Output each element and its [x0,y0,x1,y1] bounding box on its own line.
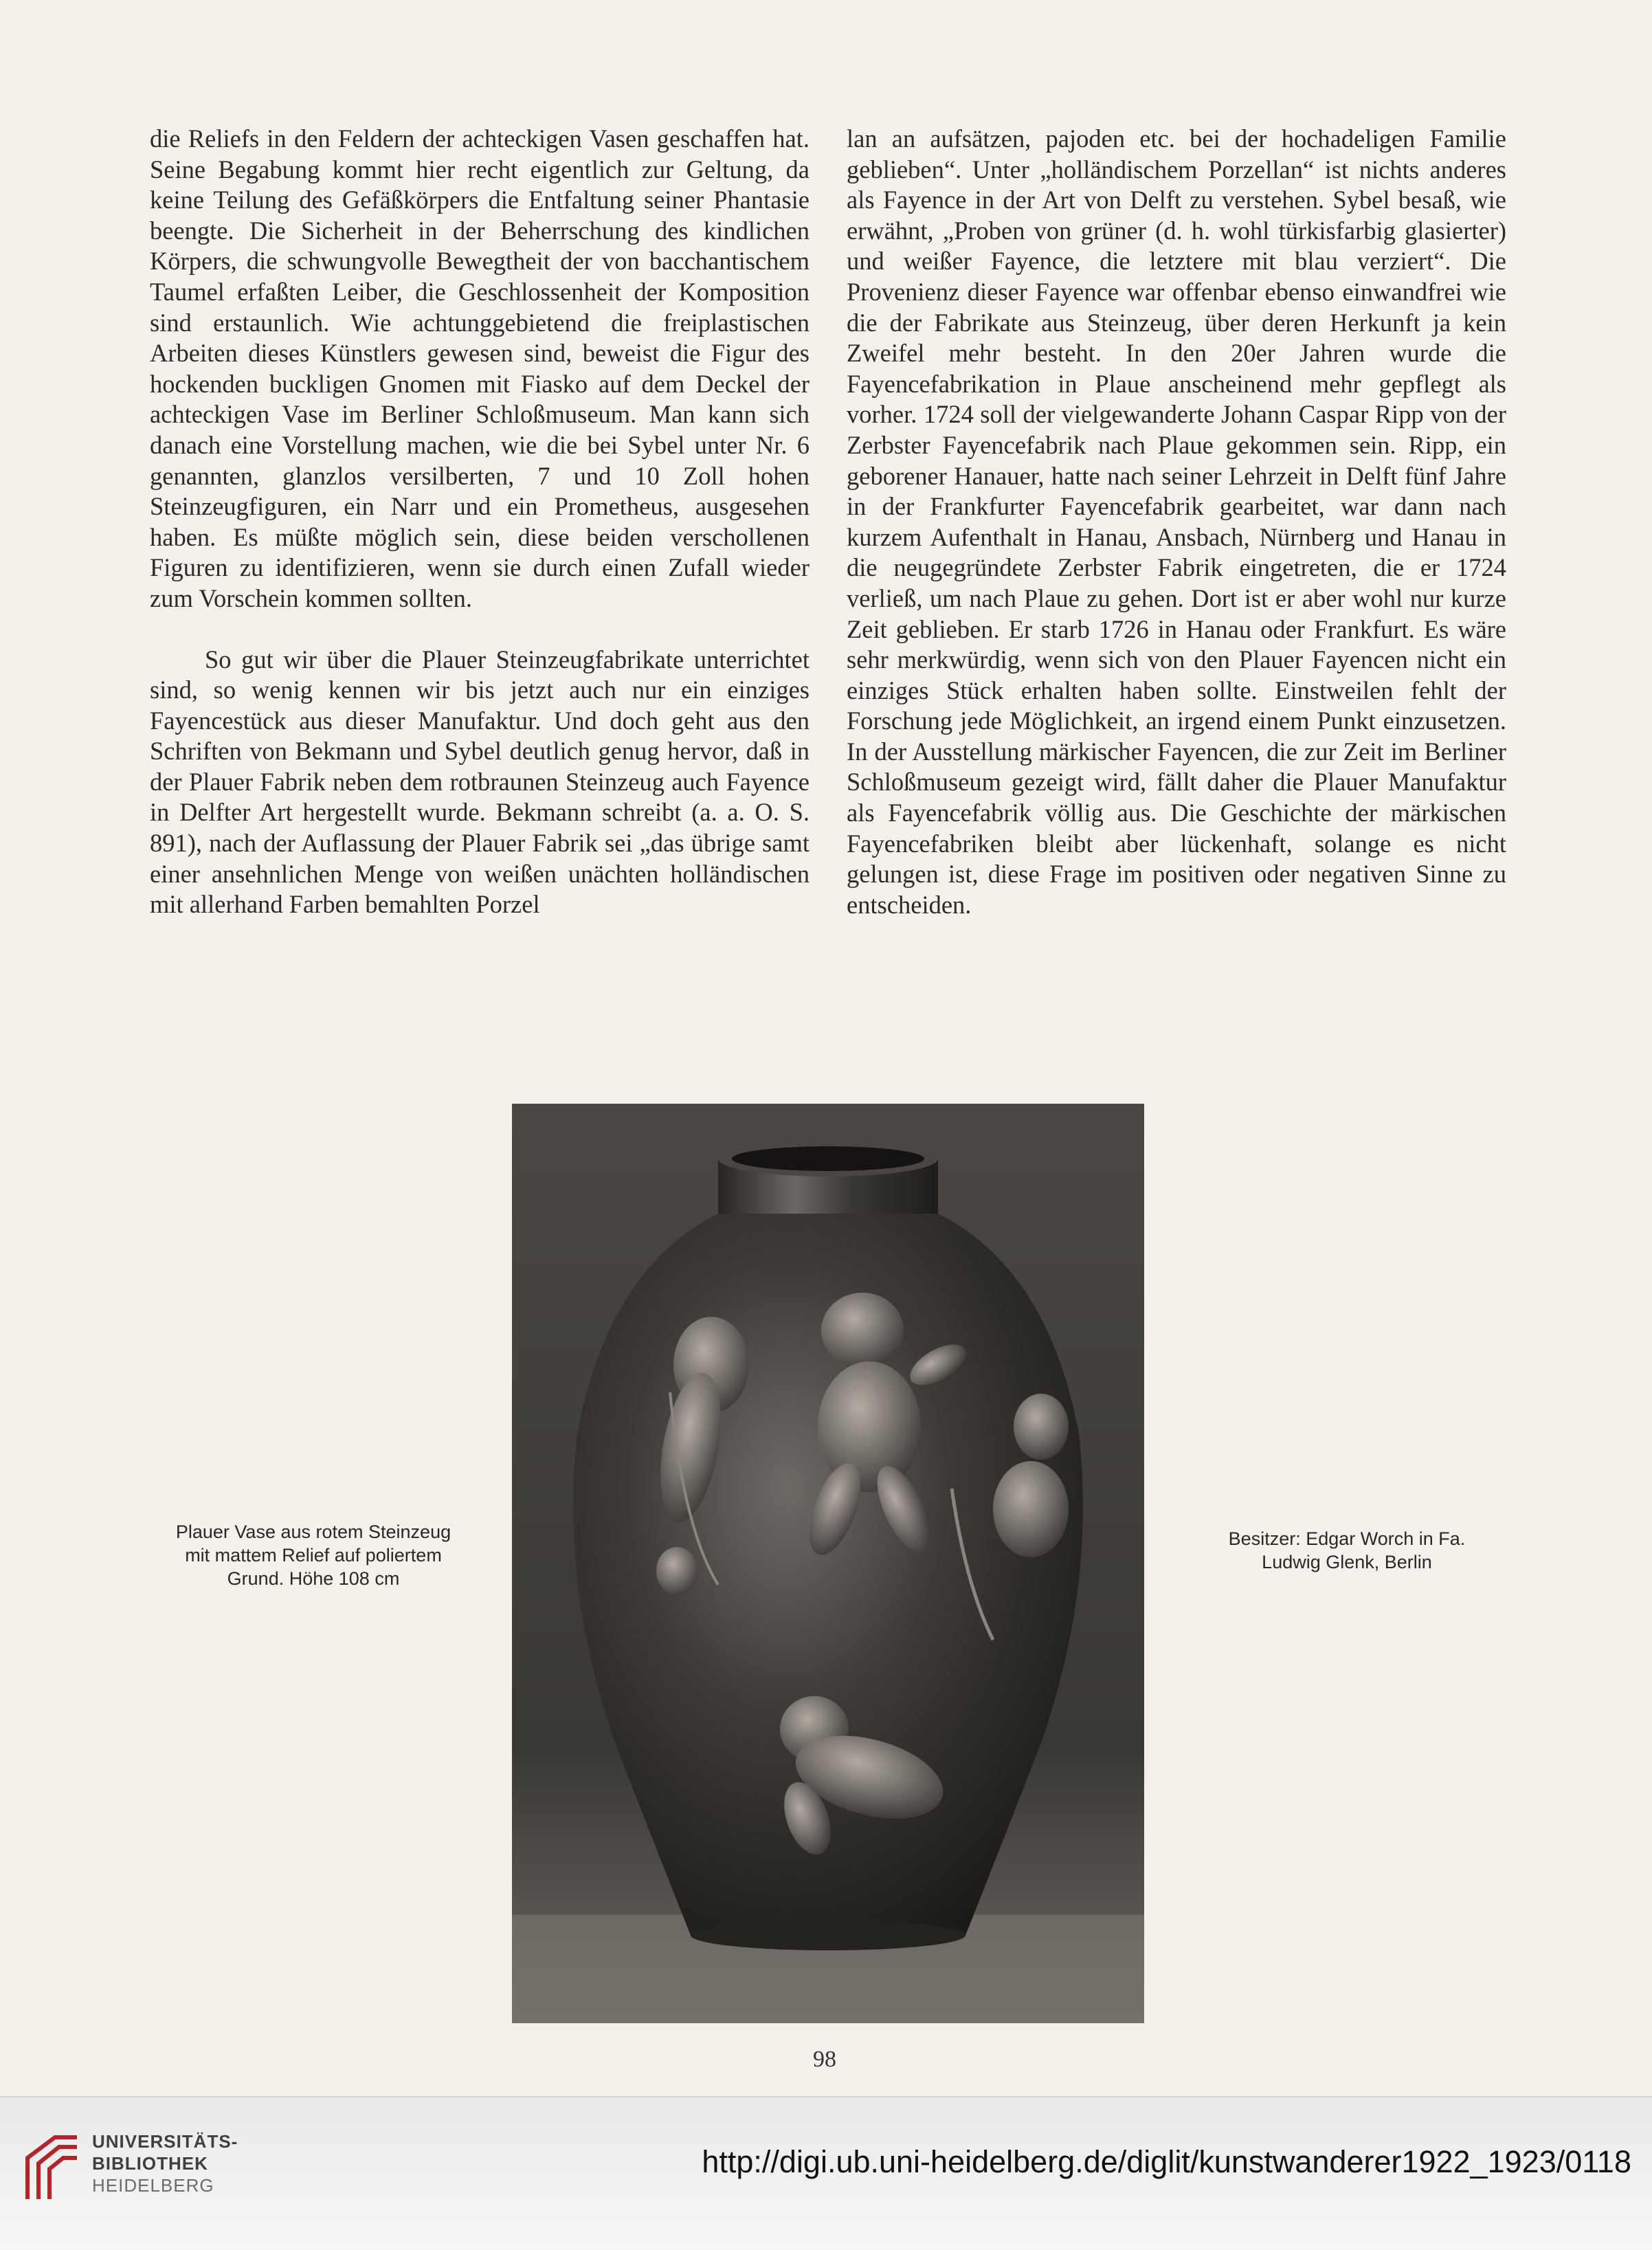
vase-illustration [512,1104,1144,2023]
logo-line: HEIDELBERG [92,2175,214,2196]
figure-caption-right [1168,1527,1526,1574]
footer-divider [0,2096,1652,2097]
figure-caption-left [142,1520,485,1590]
logo-line: BIBLIOTHEK [92,2153,208,2174]
vase-photograph [512,1104,1144,2023]
caption-line: mit mattem Relief auf poliertem [185,1545,442,1566]
source-url-link[interactable]: http://digi.ub.uni-heidelberg.de/diglit/kunstwanderer1922_1923/0118 [702,2144,1631,2179]
left-text-column [150,124,810,920]
paragraph: So gut wir über die Plauer Steinzeugfabrikate unterrichtet sind, so wenig kennen wir bis jetzt auch nur ein einziges Fayencestück aus dieser Manufaktur. Und doch geht aus den Schriften von Bekmann und Sybel deutlich genug hervor, daß in der Plauer Fabrik neben dem rotbraunen Steinzeug auch Fayence in Delfter Art hergestellt wurde. Bekmann schreibt (a. a. O. S. 891), nach der Auflassung der Plauer Fabrik sei „das übrige samt einer ansehnlichen Menge von weißen unächten holländischen mit allerhand Farben bemahlten Porzel [150,645,810,919]
library-logo-icon[interactable] [21,2130,84,2206]
paragraph: die Reliefs in den Feldern der achteckigen Vasen geschaffen hat. Seine Begabung kommt hier recht eigentlich zur Geltung, da keine Teilung des Gefäßkörpers die Entfaltung seiner Phantasie beengte. Die Sicherheit in der Beherrschung des kindlichen Körpers, die schwungvolle Bewegtheit der von bacchantischem Taumel erfaßten Leiber, die Geschlossenheit der Komposition sind erstaunlich. Wie achtunggebietend die freiplastischen Arbeiten dieses Künstlers gewesen sind, beweist die Figur des hockenden buckligen Gnomen mit Fiasko auf dem Deckel der achteckigen Vase im Berliner Schloßmuseum. Man kann sich danach eine Vorstellung machen, wie die bei Sybel unter Nr. 6 genannten, glanzlos versilberten, 7 und 10 Zoll hohen Steinzeugfiguren, ein Narr und ein Prometheus, ausgesehen haben. Es müßte möglich sein, diese beiden verschollenen Figuren zu identifizieren, wenn sie durch einen Zufall wieder zum Vorschein kommen sollten. [150,124,810,612]
page-number: 98 [813,2047,836,2072]
logo-line: UNIVERSITÄTS- [92,2131,238,2152]
paragraph: lan an aufsätzen, pajoden etc. bei der hochadeligen Familie geblieben“. Unter „holländischem Porzellan“ ist nichts anderes als Fayence in der Art von Delft zu verstehen. Sybel besaß, wie erwähnt, „Proben von grüner (d. h. wohl türkisfarbig glasierter) und weißer Fayence, die letztere mit blau verziert“. Die Provenienz dieser Fayence war offenbar ebenso einwandfrei wie die der Fabrikate aus Steinzeug, über deren Herkunft ja kein Zweifel mehr besteht. In den 20er Jahren wurde die Fayencefabrikation in Plaue anscheinend mehr gepflegt als vorher. 1724 soll der vielgewanderte Johann Caspar Ripp von der Zerbster Fayencefabrik nach Plaue gekommen sein. Ripp, ein geborener Hanauer, hatte nach seiner Lehrzeit in Delft fünf Jahre in der Frankfurter Fayencefabrik gearbeitet, war dann nach kurzem Aufenthalt in Hanau, Ansbach, Nürnberg und Hanau in die neugegründete Zerbster Fabrik eingetreten, die er 1724 verließ, um nach Plaue zu gehen. Dort ist er aber wohl nur kurze Zeit geblieben. Er starb 1726 in Hanau oder Frankfurt. Es wäre sehr merkwürdig, wenn sich von den Plauer Fayencen nicht ein einziges Stück erhalten haben sollte. Einstweilen fehlt der Forschung jede Möglichkeit, an irgend einem Punkt einzusetzen. In der Ausstellung märkischer Fayencen, die zur Zeit im Berliner Schloßmuseum gezeigt wird, fällt daher die Plauer Manufaktur als Fayencefabrik völlig aus. Die Geschichte der märkischen Fayencefabriken bleibt aber lückenhaft, solange es nicht gelungen ist, diese Frage im positiven oder negativen Sinne zu entscheiden. [847,124,1506,919]
caption-line: Besitzer: Edgar Worch in Fa. [1228,1528,1466,1549]
library-logo-text [92,2130,238,2196]
caption-line: Grund. Höhe 108 cm [227,1568,400,1589]
right-text-column [847,124,1506,920]
caption-line: Plauer Vase aus rotem Steinzeug [175,1522,451,1542]
caption-line: Ludwig Glenk, Berlin [1262,1552,1432,1572]
